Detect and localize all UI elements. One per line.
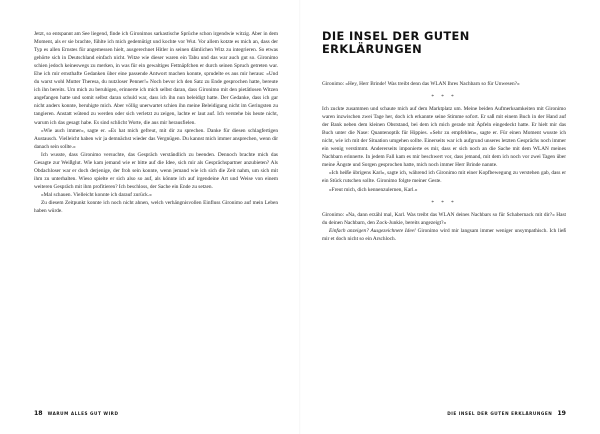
- paragraph: Ich zuckte zusammen und schaute mich auf dem Marktplatz um. Meine beiden Aufmerksamkeiten mit Gironimo waren inzwischen zwei Tage her, doch ich erkannte seine Stimme sofort. Er saß mit einem Buch in der Hand auf der Bank neben dem kleinen Obststand, bei dem ich mich gerade mit Äpfeln eingedeckt hatte. Er hielt mir das Buch unter die Nase: Quantenoptik für Hippies. »Sehr zu empfehlen«, sagte er. Für einen Moment wusste ich nicht, wie ich mit der Situation umgehen sollte. Einerseits war ich aufgrund unseres letzten Gesprächs noch immer ein wenig verstimmt. Andererseits imponierte es mir, dass er sich noch an die Sache mit dem WLAN meines Nachbarn erinnerte. In jedem Fall kam es mir beschwert vor, dass jemand, mit dem ich noch vor zwei Tagen über meine Ängste und Sorgen gesprochen hatte, mich noch immer Herr Brinde nannte.: [322, 106, 566, 169]
- right-page-body: [322, 80, 566, 243]
- paragraph: Gironimo: »Hey, Herr Brinde! Was treibt denn das WLAN Ihres Nachbarn so für Unwesen?«: [322, 81, 520, 87]
- section-separator: * * *: [431, 94, 457, 101]
- paragraph: »Freut mich, dich kennenzulernen, Karl.«: [329, 186, 418, 193]
- page-number: 18: [34, 410, 43, 417]
- section-separator: * * *: [431, 199, 457, 206]
- page-number: 19: [557, 410, 566, 417]
- running-head: WARUM ALLES GUT WIRD: [47, 411, 119, 416]
- paragraph: Jetzt, so entspannt am See liegend, finde ich Gironimos sarkastische Sprüche schon irgendwie witzig. Aber in dem Moment, als er sie brachte, fühlte ich mich gedemütigt und kochte vor Wut. Vor allem kotzte es mich an, dass der Typ es allen Ernstes für angemessen hielt, ausgerechnet Hitler in seinen dämlichen Witz zu integrieren. So etwas gehörte sich in Deutschland einfach nicht. Witze wie dieser waren ein Tabu und das war auch gut so. Gironimo schien jedoch keineswegs zu merken, in was für ein gewaltiges Fettnäpfchen er durch seinen Spruch getreten war. Ehe ich mir ernsthafte Gedanken über eine passende Antwort machen konnte, sprudelte es aus mir heraus: »Und du warst wohl Mutter Theresa, du nutzloser Penner!« Noch bevor ich den Satz zu Ende gesprochen hatte, bereute ich ihn bereits. Um mich zu beruhigen, erinnerte ich mich selbst daran, dass Gironimo mit den pietätlosen Witzen angefangen hatte und somit selbst daran schuld war, dass ich ihn nun beleidigt hatte. Der Gedanke, dass ich gar nicht anders konnte, beruhigte mich. Aber völlig unerwartet schien ihn meine Beleidigung nicht im Geringsten zu tangieren. Anstatt wütend zu werden oder sich verletzt zu zeigen, lachte er laut auf. Ich verstehe bis heute nicht, warum ich das gesagt habe. Es sind schlicht Worte, die aus mir herausfielen.: [34, 31, 278, 126]
- paragraph: »Ich heiße übrigens Karl«, sagte ich, während ich Gironimo mit einer Kopfbewegung zu verstehen gab, dass er ein Stück rutschen sollte. Gironimo folgte meiner Geste.: [322, 170, 566, 185]
- chapter-title: DIE INSEL DER GUTEN ERKLÄRUNGEN: [322, 29, 470, 56]
- left-page-body: [34, 30, 278, 215]
- right-page: [300, 0, 600, 434]
- left-page-footer: [34, 410, 119, 417]
- paragraph-italic-lead: [322, 227, 566, 243]
- paragraph: Ich wusste, dass Gironimo versuchte, das Gespräch verständlich zu beenden. Dennoch brachte mich das Gesagte zur Weißglut. Wie kam jemand wie er bitte auf die Idee, sich mir als Gesprächspartner anzubieten? Als Obdachloser war er doch derjenige, der froh sein konnte, wenn jemand wie ich sich die Zeit nahm, um sich mit ihm zu unterhalten. Wieso spielte er sich also so auf, als könnte ich auf irgendeine Art und Weise von einem weiteren Gespräch mit ihm profitieren? Ich beschloss, der Sache ein Ende zu setzen.: [34, 151, 278, 190]
- paragraph: »Mal schauen. Vielleicht konnte ich darauf zurück.«: [41, 191, 152, 198]
- running-head: DIE INSEL DER GUTEN ERKLÄRUNGEN: [447, 411, 553, 416]
- right-page-footer: [447, 410, 566, 417]
- paragraph: »Wie auch immer«, sagte er. »Es hat mich gefreut, mit dir zu sprechen. Danke für diesen schlagfertigen Austausch. Vielleicht haben wir ja demnächst wieder das Vergnügen. Du kannst mich immer ansprechen, wenn dir danach sein sollte.«: [34, 127, 278, 150]
- paragraph-rest: Gironimo wird mir langsam immer weniger unsympathisch. Ich ließ mir et doch nicht so ein Arschloch.: [322, 227, 567, 242]
- paragraph: Gironimo: »Na, dann erzähl mal, Karl. Was treibt das WLAN deines Nachbars so für Schabernack mit dir?« Hast du deinen Nachbarn, den Zock-Junkie, bereits angezeigt?«: [322, 211, 566, 226]
- italic-lead: Einfach anzeigen? Ausgezeichnete Idee!: [329, 227, 416, 234]
- paragraph: Zu diesem Zeitpunkt konnte ich noch nicht ahnen, welch verhängnisvollen Einfluss Gironimo auf mein Leben haben würde.: [34, 199, 278, 215]
